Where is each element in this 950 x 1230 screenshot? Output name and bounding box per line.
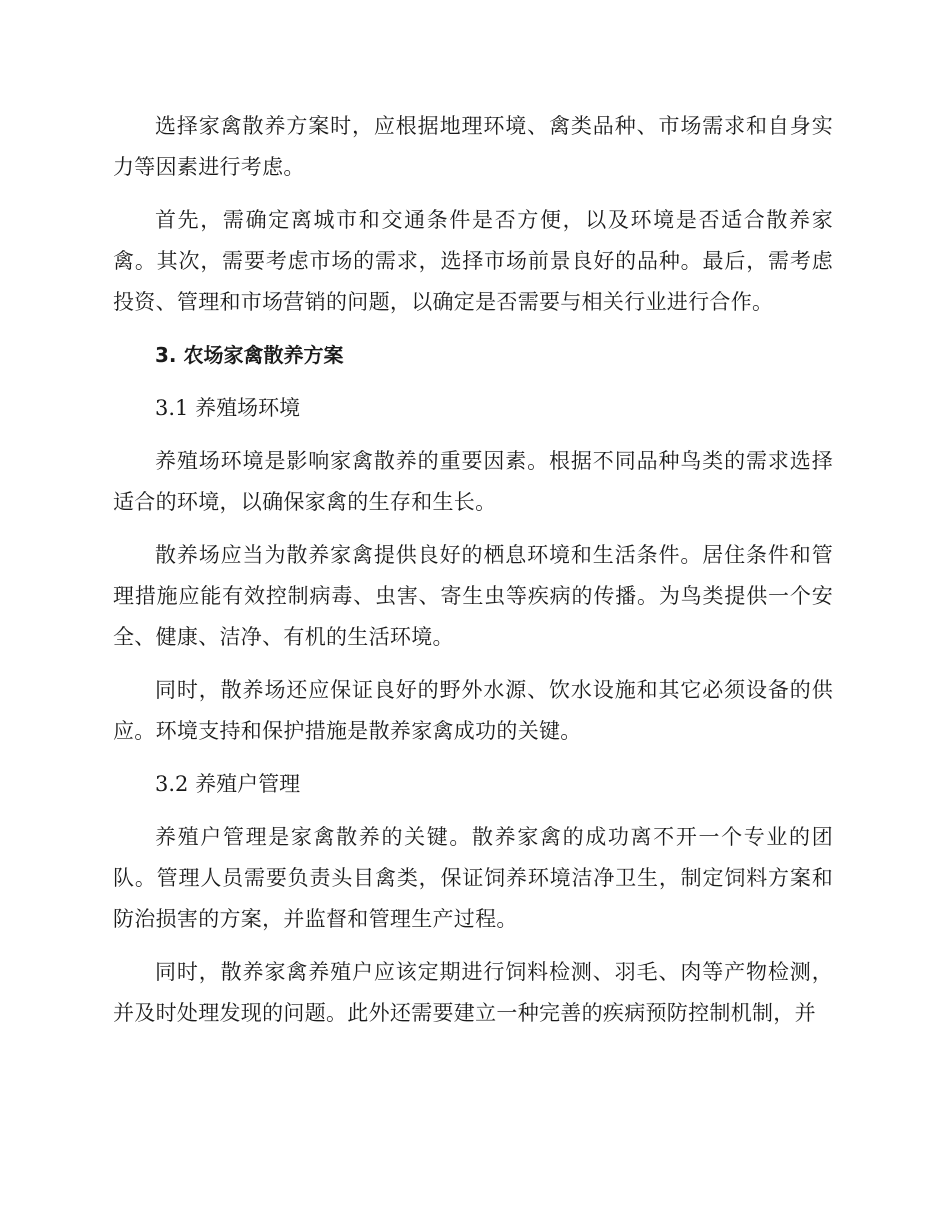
paragraph: 同时，散养场还应保证良好的野外水源、饮水设施和其它必须设备的供应。环境支持和保护措施是散养家禽成功的关键。 bbox=[113, 678, 833, 743]
paragraph: 散养场应当为散养家禽提供良好的栖息环境和生活条件。居住条件和管理措施应能有效控制病毒、虫害、寄生虫等疾病的传播。为鸟类提供一个安全、健康、洁净、有机的生活环境。 bbox=[113, 543, 833, 649]
paragraph: 首先，需确定离城市和交通条件是否方便，以及环境是否适合散养家禽。其次，需要考虑市场的需求，选择市场前景良好的品种。最后，需考虑投资、管理和市场营销的问题，以确定是否需要与相关行业进行合作。 bbox=[113, 208, 833, 314]
paragraph: 同时，散养家禽养殖户应该定期进行饲料检测、羽毛、肉等产物检测，并及时处理发现的问题。此外还需要建立一种完善的疾病预防控制机制，并 bbox=[113, 960, 833, 1025]
paragraph: 养殖户管理是家禽散养的关键。散养家禽的成功离不开一个专业的团队。管理人员需要负责头目禽类，保证饲养环境洁净卫生，制定饲料方案和防治损害的方案，并监督和管理生产过程。 bbox=[113, 825, 833, 931]
section-heading: 3. 农场家禽散养方案 bbox=[155, 343, 344, 367]
paragraph: 选择家禽散养方案时，应根据地理环境、禽类品种、市场需求和自身实力等因素进行考虑。 bbox=[113, 114, 833, 179]
subsection-heading: 3.1 养殖场环境 bbox=[155, 396, 301, 420]
document-body bbox=[113, 106, 833, 1046]
paragraph: 养殖场环境是影响家禽散养的重要因素。根据不同品种鸟类的需求选择适合的环境，以确保家禽的生存和生长。 bbox=[113, 449, 833, 514]
subsection-heading: 3.2 养殖户管理 bbox=[155, 772, 301, 796]
